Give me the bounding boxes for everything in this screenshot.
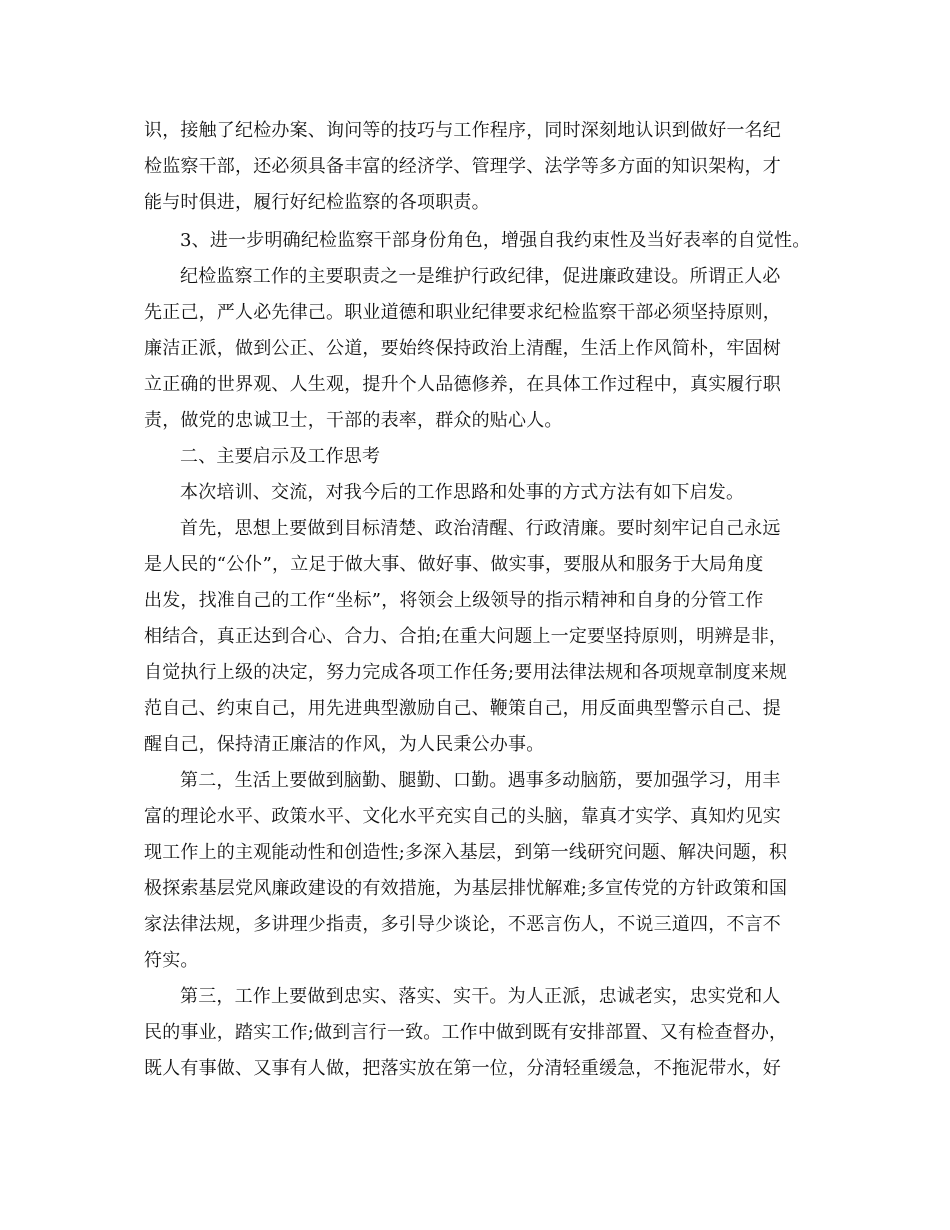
text-line: 廉洁正派，做到公正、公道，要始终保持政治上清醒，生活上作风简朴，牢固树 — [144, 338, 781, 359]
text-line: 民的事业，踏实工作;做到言行一致。工作中做到既有安排部置、又有检查督办， — [144, 1022, 788, 1043]
text-line: 能与时俱进，履行好纪检监察的各项职责。 — [144, 192, 490, 213]
text-line: 现工作上的主观能动性和创造性;多深入基层，到第一线研究问题、解决问题，积 — [144, 842, 788, 863]
paragraph-start: 首先，思想上要做到目标清楚、政治清醒、行政清廉。要时刻牢记自己永远 — [180, 518, 781, 539]
text-line: 醒自己，保持清正廉洁的作风，为人民秉公办事。 — [144, 734, 545, 755]
text-line: 检监察干部，还必须具备丰富的经济学、管理学、法学等多方面的知识架构，才 — [144, 156, 781, 177]
text-line: 责，做党的忠诚卫士，干部的表率，群众的贴心人。 — [144, 410, 563, 431]
text-line: 范自己、约束自己，用先进典型激励自己、鞭策自己，用反面典型警示自己、提 — [144, 698, 781, 719]
paragraph-start: 第二，生活上要做到脑勤、腿勤、口勤。遇事多动脑筋，要加强学习，用丰 — [180, 770, 781, 791]
text-line: 极探索基层党风廉政建设的有效措施，为基层排忧解难;多宣传党的方针政策和国 — [144, 878, 788, 899]
paragraph-start: 第三，工作上要做到忠实、落实、实干。为人正派，忠诚老实，忠实党和人 — [180, 986, 781, 1007]
section-heading: 二、主要启示及工作思考 — [180, 446, 381, 467]
section-heading: 3、进一步明确纪检监察干部身份角色，增强自我约束性及当好表率的自觉性。 — [180, 230, 811, 251]
text-line: 相结合，真正达到合心、合力、合拍;在重大问题上一定要坚持原则，明辨是非， — [144, 626, 788, 647]
paragraph-start: 纪检监察工作的主要职责之一是维护行政纪律，促进廉政建设。所谓正人必 — [180, 266, 781, 287]
text-line: 符实。 — [144, 950, 199, 971]
text-line: 富的理论水平、政策水平、文化水平充实自己的头脑，靠真才实学、真知灼见实 — [144, 806, 781, 827]
text-line: 自觉执行上级的决定，努力完成各项工作任务;要用法律法规和各项规章制度来规 — [144, 662, 788, 683]
text-line: 是人民的“公仆”，立足于做大事、做好事、做实事，要服从和服务于大局角度 — [144, 554, 764, 575]
paragraph-start: 本次培训、交流，对我今后的工作思路和处事的方式方法有如下启发。 — [180, 482, 745, 503]
text-line: 立正确的世界观、人生观，提升个人品德修养，在具体工作过程中，真实履行职 — [144, 374, 781, 395]
text-line: 出发，找准自己的工作“坐标”，将领会上级领导的指示精神和自身的分管工作 — [144, 590, 764, 611]
text-line: 家法律法规，多讲理少指责，多引导少谈论，不恶言伤人，不说三道四，不言不 — [144, 914, 781, 935]
text-line: 既人有事做、又事有人做，把落实放在第一位，分清轻重缓急，不拖泥带水，好 — [144, 1058, 781, 1079]
text-line: 先正己，严人必先律己。职业道德和职业纪律要求纪检监察干部必须坚持原则， — [144, 302, 781, 323]
text-line: 识，接触了纪检办案、询问等的技巧与工作程序，同时深刻地认识到做好一名纪 — [144, 120, 781, 141]
